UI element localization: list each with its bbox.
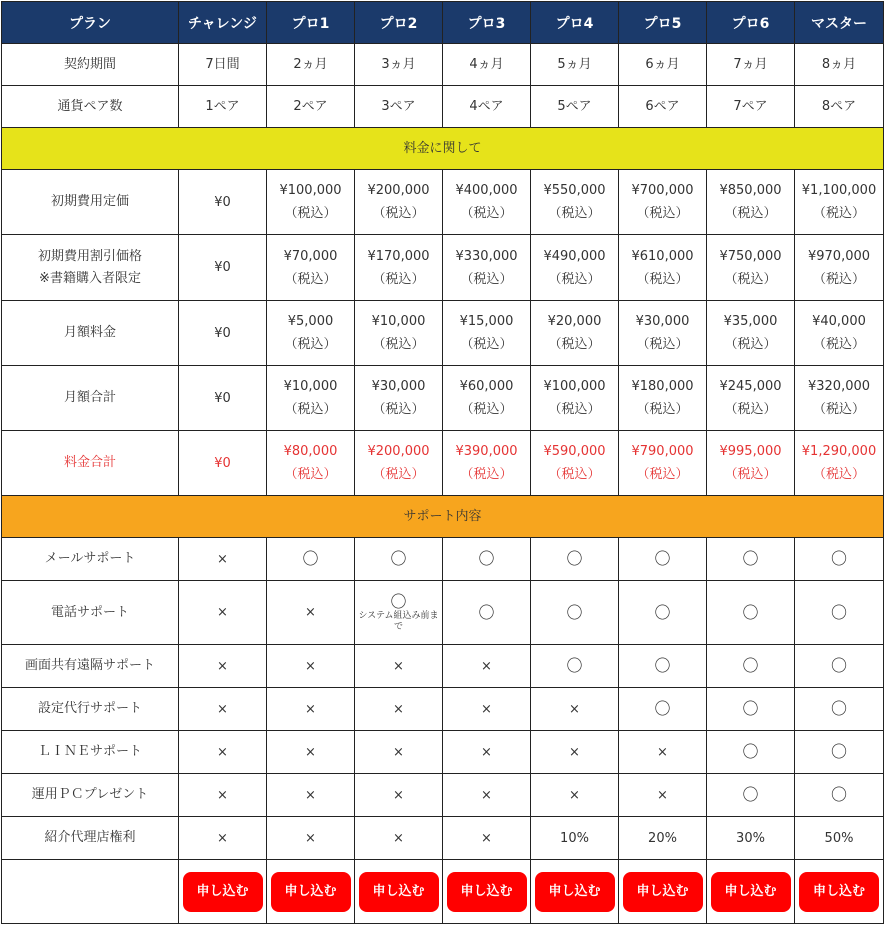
row-label-sub: ※書籍購入者限定: [39, 270, 141, 286]
section-price-row: [2, 128, 884, 170]
tax-note: （税込）: [284, 206, 337, 221]
support-mark: ×: [179, 538, 267, 581]
support-mark: ×: [355, 688, 443, 731]
row-initial-list-price: [2, 170, 884, 235]
cell-price: [795, 170, 884, 235]
support-mark: 〇: [267, 538, 355, 581]
price-value: ¥80,000: [283, 444, 338, 459]
support-mark: 〇: [531, 538, 619, 581]
row-referral-agent-rights: [2, 817, 884, 860]
plan-comparison-table: [1, 1, 884, 924]
price-value: ¥35,000: [723, 314, 778, 329]
row-label: 料金合計: [2, 431, 179, 496]
tax-note: （税込）: [548, 467, 601, 482]
cell-price: [267, 170, 355, 235]
tax-note: （税込）: [812, 402, 865, 417]
support-mark: ×: [179, 774, 267, 817]
row-label-main: 初期費用割引価格: [37, 248, 142, 264]
support-mark: 〇: [619, 581, 707, 645]
tax-note: （税込）: [284, 337, 337, 352]
price-value: ¥5,000: [287, 314, 334, 329]
cell-price: [443, 366, 531, 431]
cell-price: [267, 301, 355, 366]
tax-note: （税込）: [284, 467, 337, 482]
support-mark: 〇: [707, 581, 795, 645]
support-mark: 〇: [443, 581, 531, 645]
cell-value: 6ペア: [619, 86, 707, 128]
price-value: ¥100,000: [543, 379, 606, 394]
cell-price: [179, 170, 267, 235]
cell-price: [179, 301, 267, 366]
tax-note: （税込）: [548, 206, 601, 221]
tax-note: （税込）: [460, 467, 513, 482]
header-row: [2, 2, 884, 44]
price-value: ¥550,000: [543, 183, 606, 198]
support-mark: ×: [179, 581, 267, 645]
support-mark: ×: [355, 645, 443, 688]
price-value: ¥0: [214, 325, 231, 341]
row-label: 画面共有遠隔サポート: [2, 645, 179, 688]
cell-value: 7日間: [179, 44, 267, 86]
cell-price: [619, 170, 707, 235]
row-label: 月額料金: [2, 301, 179, 366]
support-mark: ×: [619, 731, 707, 774]
price-value: ¥200,000: [367, 444, 430, 459]
apply-button-pro2[interactable]: 申し込む: [359, 872, 439, 912]
support-mark: ×: [267, 645, 355, 688]
cell-price: [179, 366, 267, 431]
cell-price: [531, 301, 619, 366]
row-label: 紹介代理店権利: [2, 817, 179, 860]
cell-value: 3ペア: [355, 86, 443, 128]
support-mark: ×: [267, 731, 355, 774]
price-value: ¥245,000: [719, 379, 782, 394]
row-apply-buttons: [2, 860, 884, 924]
apply-button-master[interactable]: 申し込む: [799, 872, 879, 912]
header-plan-challenge: チャレンジ: [179, 2, 267, 44]
row-currency-pairs: [2, 86, 884, 128]
header-plan-master: マスター: [795, 2, 884, 44]
apply-cell: [443, 860, 531, 924]
support-mark-with-note: [355, 581, 443, 645]
cell-value: 2ヵ月: [267, 44, 355, 86]
price-value: ¥30,000: [635, 314, 690, 329]
cell-price: [267, 235, 355, 301]
support-mark: ×: [443, 688, 531, 731]
support-mark: ×: [531, 774, 619, 817]
row-monthly-fee: [2, 301, 884, 366]
support-mark: ×: [531, 688, 619, 731]
price-value: ¥60,000: [459, 379, 514, 394]
apply-button-pro5[interactable]: 申し込む: [623, 872, 703, 912]
tax-note: （税込）: [812, 467, 865, 482]
cell-value: 6ヵ月: [619, 44, 707, 86]
apply-cell: [179, 860, 267, 924]
row-total-price: [2, 431, 884, 496]
tax-note: （税込）: [372, 402, 425, 417]
cell-price: [619, 431, 707, 496]
cell-value: 7ヵ月: [707, 44, 795, 86]
section-support-row: [2, 496, 884, 538]
price-value: ¥850,000: [719, 183, 782, 198]
price-value: ¥180,000: [631, 379, 694, 394]
tax-note: （税込）: [548, 271, 601, 287]
row-label: 初期費用定価: [2, 170, 179, 235]
cell-price: [619, 235, 707, 301]
row-screen-share-support: [2, 645, 884, 688]
price-value: ¥1,100,000: [801, 183, 877, 198]
support-mark: 〇: [795, 688, 884, 731]
support-mark: ×: [443, 774, 531, 817]
price-value: ¥700,000: [631, 183, 694, 198]
tax-note: （税込）: [548, 337, 601, 352]
tax-note: （税込）: [460, 271, 513, 287]
support-mark: ×: [267, 688, 355, 731]
cell-value: 4ペア: [443, 86, 531, 128]
support-mark: 30%: [707, 817, 795, 860]
cell-price: [355, 235, 443, 301]
support-mark: ×: [443, 817, 531, 860]
row-label: 運用ＰＣプレゼント: [2, 774, 179, 817]
price-value: ¥390,000: [455, 444, 518, 459]
apply-button-pro4[interactable]: 申し込む: [535, 872, 615, 912]
tax-note: （税込）: [812, 271, 865, 287]
cell-price: [179, 235, 267, 301]
tax-note: （税込）: [284, 402, 337, 417]
apply-button-challenge[interactable]: 申し込む: [183, 872, 263, 912]
cell-price: [795, 366, 884, 431]
cell-value: 2ペア: [267, 86, 355, 128]
price-value: ¥100,000: [279, 183, 342, 198]
header-plan-pro3: プロ3: [443, 2, 531, 44]
support-mark: 〇: [531, 645, 619, 688]
tax-note: （税込）: [372, 271, 425, 287]
cell-price: [707, 170, 795, 235]
tax-note: （税込）: [724, 337, 777, 352]
row-monthly-total: [2, 366, 884, 431]
cell-price: [707, 301, 795, 366]
price-value: ¥590,000: [543, 444, 606, 459]
support-mark: 〇: [531, 581, 619, 645]
row-phone-support: [2, 581, 884, 645]
price-value: ¥40,000: [812, 314, 866, 329]
price-value: ¥0: [214, 260, 231, 275]
price-value: ¥750,000: [719, 248, 782, 264]
support-mark: ×: [619, 774, 707, 817]
cell-price: [619, 301, 707, 366]
tax-note: （税込）: [636, 271, 689, 287]
support-mark: ×: [267, 581, 355, 645]
cell-price: [531, 366, 619, 431]
cell-price: [531, 431, 619, 496]
price-value: ¥320,000: [807, 379, 871, 394]
price-value: ¥10,000: [371, 314, 426, 329]
tax-note: （税込）: [372, 337, 425, 352]
price-value: ¥200,000: [367, 183, 430, 198]
support-mark: ×: [355, 731, 443, 774]
tax-note: （税込）: [636, 467, 689, 482]
row-label: 電話サポート: [2, 581, 179, 645]
row-pc-present: [2, 774, 884, 817]
apply-button-pro1[interactable]: 申し込む: [271, 872, 351, 912]
support-mark: ×: [267, 774, 355, 817]
support-mark: ×: [443, 731, 531, 774]
cell-value: 3ヵ月: [355, 44, 443, 86]
price-value: ¥400,000: [455, 183, 518, 198]
row-line-support: [2, 731, 884, 774]
cell-price: [355, 301, 443, 366]
cell-price: [795, 431, 884, 496]
support-mark: 〇: [707, 731, 795, 774]
support-mark: 〇: [795, 538, 884, 581]
cell-value: 7ペア: [707, 86, 795, 128]
tax-note: （税込）: [460, 402, 513, 417]
support-mark: 10%: [531, 817, 619, 860]
cell-price: [267, 431, 355, 496]
price-value: ¥0: [214, 194, 231, 210]
cell-value: 5ペア: [531, 86, 619, 128]
cell-price: [443, 170, 531, 235]
support-mark: 50%: [795, 817, 884, 860]
cell-price: [707, 431, 795, 496]
apply-button-pro3[interactable]: 申し込む: [447, 872, 527, 912]
row-label: [2, 235, 179, 301]
cell-value: 5ヵ月: [531, 44, 619, 86]
support-mark: 〇: [443, 538, 531, 581]
support-mark: ×: [179, 645, 267, 688]
support-mark: 〇: [355, 538, 443, 581]
row-label: メールサポート: [2, 538, 179, 581]
row-label: 月額合計: [2, 366, 179, 431]
support-mark: ×: [179, 688, 267, 731]
row-contract-period: [2, 44, 884, 86]
row-mail-support: [2, 538, 884, 581]
cell-price: [267, 366, 355, 431]
tax-note: （税込）: [460, 206, 513, 221]
support-mark: 〇: [795, 645, 884, 688]
tax-note: （税込）: [724, 467, 777, 482]
support-mark: 〇: [619, 645, 707, 688]
cell-value: 8ペア: [795, 86, 884, 128]
cell-price: [443, 301, 531, 366]
support-mark: 〇: [707, 688, 795, 731]
price-value: ¥490,000: [543, 248, 606, 264]
section-price-title: 料金に関して: [2, 128, 884, 170]
support-mark: 〇: [707, 645, 795, 688]
cell-price: [795, 301, 884, 366]
cell-price: [531, 235, 619, 301]
cell-price: [355, 431, 443, 496]
cell-price: [531, 170, 619, 235]
tax-note: （税込）: [372, 467, 425, 482]
price-value: ¥995,000: [719, 444, 782, 459]
support-mark: 〇: [619, 688, 707, 731]
tax-note: （税込）: [636, 206, 689, 221]
price-value: ¥610,000: [631, 248, 694, 264]
support-mark: 〇: [795, 731, 884, 774]
row-label: 通貨ペア数: [2, 86, 179, 128]
header-plan-pro5: プロ5: [619, 2, 707, 44]
support-mark: 〇: [707, 538, 795, 581]
tax-note: （税込）: [812, 206, 865, 221]
header-plan-pro1: プロ1: [267, 2, 355, 44]
cell-price: [179, 431, 267, 496]
price-value: ¥10,000: [283, 379, 338, 394]
apply-cell: [267, 860, 355, 924]
support-mark: 20%: [619, 817, 707, 860]
support-mark: 〇: [390, 591, 407, 611]
cell-price: [355, 366, 443, 431]
cell-price: [707, 366, 795, 431]
cell-value: 8ヵ月: [795, 44, 884, 86]
tax-note: （税込）: [284, 271, 337, 287]
row-label: 契約期間: [2, 44, 179, 86]
support-mark: ×: [179, 817, 267, 860]
support-mark: 〇: [795, 774, 884, 817]
price-value: ¥330,000: [455, 248, 518, 264]
support-mark: 〇: [619, 538, 707, 581]
support-note: システム組込み前まで: [358, 610, 439, 632]
cell-price: [443, 235, 531, 301]
price-value: ¥1,290,000: [801, 444, 877, 459]
tax-note: （税込）: [812, 337, 865, 352]
header-plan-label: プラン: [2, 2, 179, 44]
support-mark: ×: [443, 645, 531, 688]
price-value: ¥20,000: [547, 314, 602, 329]
support-mark: 〇: [795, 581, 884, 645]
row-label: 設定代行サポート: [2, 688, 179, 731]
cell-price: [795, 235, 884, 301]
header-plan-pro2: プロ2: [355, 2, 443, 44]
header-plan-pro4: プロ4: [531, 2, 619, 44]
cell-value: 4ヵ月: [443, 44, 531, 86]
support-mark: ×: [531, 731, 619, 774]
support-mark: ×: [179, 731, 267, 774]
support-mark: ×: [267, 817, 355, 860]
cell-price: [619, 366, 707, 431]
tax-note: （税込）: [724, 206, 777, 221]
price-value: ¥70,000: [283, 248, 338, 264]
tax-note: （税込）: [724, 271, 777, 287]
apply-cell: [795, 860, 884, 924]
cell-price: [443, 431, 531, 496]
support-mark: ×: [355, 774, 443, 817]
apply-cell: [531, 860, 619, 924]
price-value: ¥970,000: [807, 248, 871, 264]
price-value: ¥0: [214, 455, 231, 471]
cell-price: [707, 235, 795, 301]
section-support-title: サポート内容: [2, 496, 884, 538]
tax-note: （税込）: [548, 402, 601, 417]
row-setup-proxy-support: [2, 688, 884, 731]
header-plan-pro6: プロ6: [707, 2, 795, 44]
support-mark: ×: [355, 817, 443, 860]
price-value: ¥30,000: [371, 379, 426, 394]
price-value: ¥170,000: [367, 248, 430, 264]
price-value: ¥15,000: [459, 314, 514, 329]
empty-cell: [2, 860, 179, 924]
tax-note: （税込）: [636, 402, 689, 417]
support-mark: 〇: [707, 774, 795, 817]
row-label: ＬＩＮＥサポート: [2, 731, 179, 774]
apply-cell: [707, 860, 795, 924]
row-initial-discount-price: [2, 235, 884, 301]
tax-note: （税込）: [636, 337, 689, 352]
tax-note: （税込）: [460, 337, 513, 352]
price-value: ¥0: [214, 390, 231, 406]
tax-note: （税込）: [372, 206, 425, 221]
cell-price: [355, 170, 443, 235]
tax-note: （税込）: [724, 402, 777, 417]
price-value: ¥790,000: [631, 444, 694, 459]
apply-button-pro6[interactable]: 申し込む: [711, 872, 791, 912]
apply-cell: [619, 860, 707, 924]
cell-value: 1ペア: [179, 86, 267, 128]
apply-cell: [355, 860, 443, 924]
